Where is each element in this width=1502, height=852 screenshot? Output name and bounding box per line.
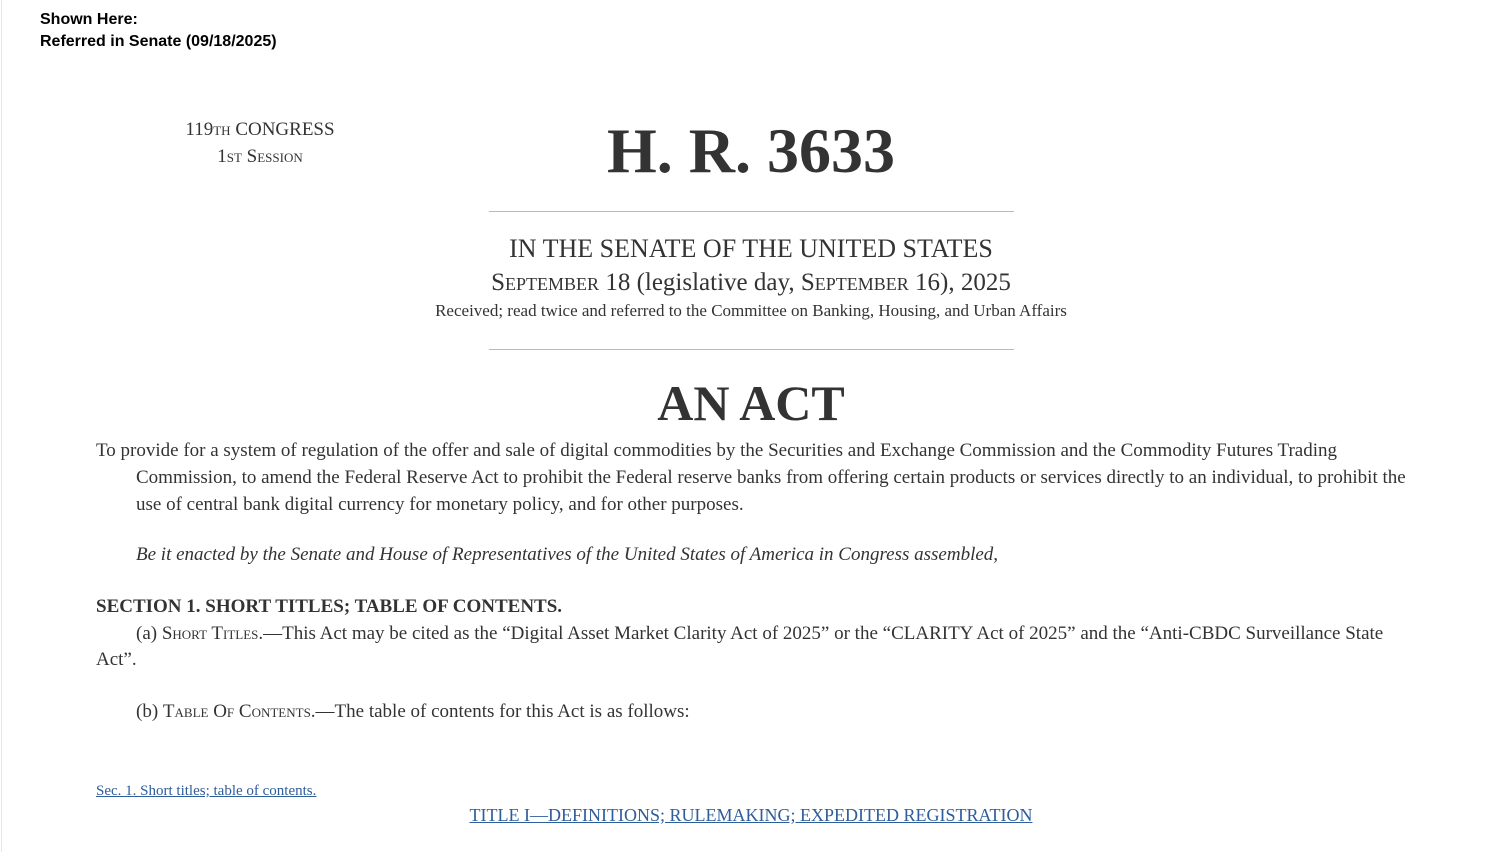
subsection-b [96,699,1396,725]
toc-entry-title-1 [0,803,1502,827]
shown-here-label: Shown Here: [40,11,138,28]
congress-word: CONGRESS [235,119,335,140]
divider-top [489,211,1014,212]
subsection-b-text: —The table of contents for this Act is as follows: [315,701,690,722]
congress-number-suffix: th [213,119,231,140]
section-1-heading: SECTION 1. SHORT TITLES; TABLE OF CONTENTS. [96,596,563,617]
action-date [0,268,1502,298]
date-month-2: September [800,269,909,296]
session-number: 1 [217,146,227,167]
date-text-2: 16), 2025 [908,269,1011,296]
date-text-1: 18 (legislative day, [599,269,801,296]
divider-bottom [489,349,1014,350]
bill-version-label: Referred in Senate (09/18/2025) [40,33,277,50]
chamber-heading: IN THE SENATE OF THE UNITED STATES [509,234,993,263]
version-info [40,9,277,53]
subsection-b-header: Table Of Contents. [162,701,316,722]
subsection-b-enum: (b) [136,701,163,722]
bill-number-title: H. R. 3633 [607,115,895,186]
toc-link-sec-1[interactable]: Sec. 1. Short titles; table of contents. [96,783,317,799]
act-heading: AN ACT [657,375,845,431]
toc-link-title-1[interactable]: TITLE I—DEFINITIONS; RULEMAKING; EXPEDITED REGISTRATION [469,805,1033,825]
enacting-clause: Be it enacted by the Senate and House of Representatives of the United States of America in Congress assembled, [136,544,999,565]
subsection-a-header: Short Titles. [161,623,264,644]
subsection-a-text: —This Act may be cited as the “Digital Asset Market Clarity Act of 2025” or the “CLARITY Act of 2025” and the “Anti-CBDC Surveillance State Act”. [96,623,1384,670]
session-word: Session [246,146,303,167]
referral-action: Received; read twice and referred to the Committee on Banking, Housing, and Urban Affairs [435,301,1067,320]
session-number-suffix: st [226,146,242,167]
toc-entry-sec-1 [96,781,316,801]
subsection-a [96,621,1396,673]
long-title: To provide for a system of regulation of the offer and sale of digital commodities by the Securities and Exchange Commission and the Commodity Futures Trading Commission, to amend the Federal Reserve Act to prohibit the Federal reserve banks from offering certain products or services directly to an individual, to prohibit the use of central bank digital currency for monetary policy, and for other purposes. [96,440,1406,515]
date-month-1: September [491,269,600,296]
subsection-a-enum: (a) [136,623,162,644]
congress-number: 119 [185,119,214,140]
